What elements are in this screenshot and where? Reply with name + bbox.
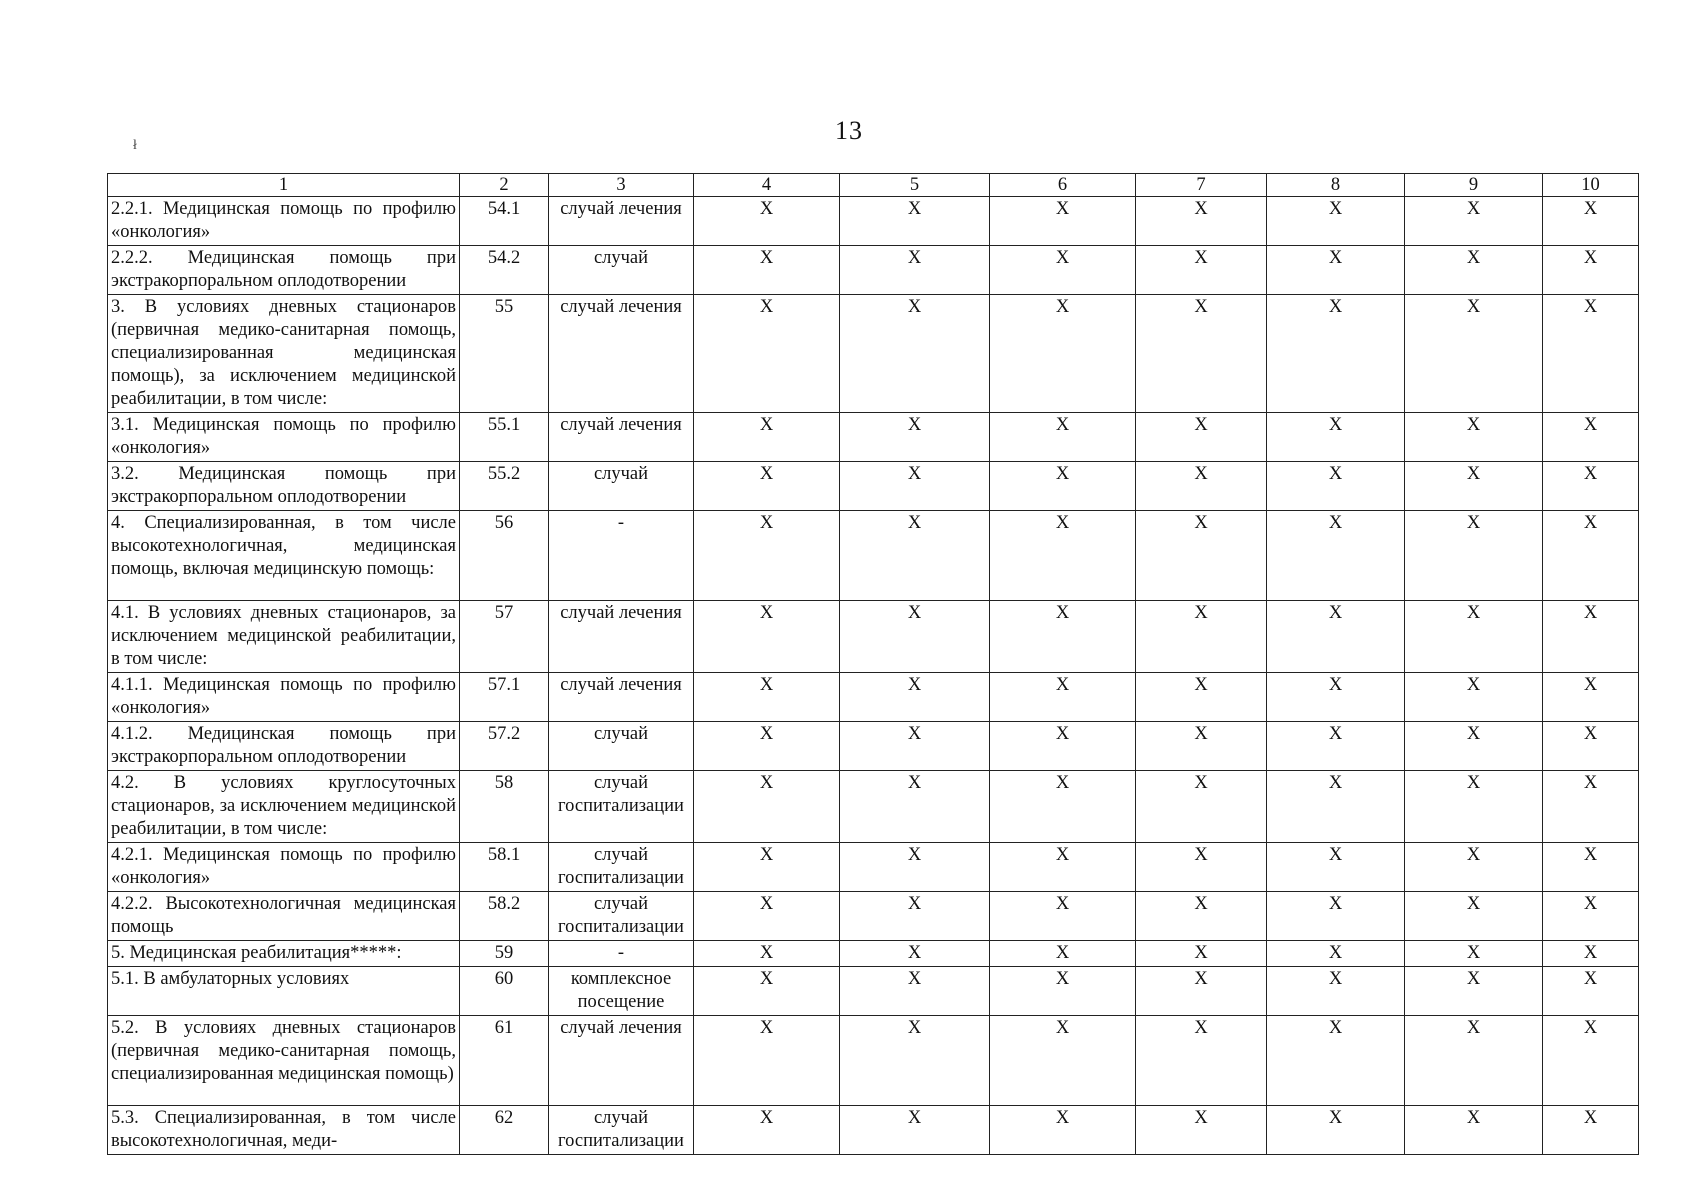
value-cell: X: [990, 246, 1136, 295]
value-cell: X: [694, 197, 840, 246]
value-cell: X: [990, 941, 1136, 967]
value-cell: X: [1267, 967, 1405, 1016]
row-code: 55.2: [460, 462, 549, 511]
value-cell: X: [1136, 462, 1267, 511]
row-unit: случай госпитализации: [549, 843, 694, 892]
value-cell: X: [1405, 967, 1543, 1016]
row-description: 3. В условиях дневных стационаров (первичная медико-санитарная помощь, специализированная медицинская помощь), за исключением медицинской реабилитации, в том числе:: [108, 295, 460, 413]
value-cell: X: [840, 462, 990, 511]
value-cell: X: [840, 511, 990, 601]
row-code: 57.1: [460, 673, 549, 722]
row-description: 4.1. В условиях дневных стационаров, за исключением медицинской реабилитации, в том числе:: [108, 601, 460, 673]
value-cell: X: [840, 1106, 990, 1155]
value-cell: X: [1267, 197, 1405, 246]
value-cell: X: [1136, 892, 1267, 941]
value-cell: X: [694, 462, 840, 511]
table-header-row: [108, 174, 1639, 197]
row-unit: случай лечения: [549, 1016, 694, 1106]
table-row: [108, 413, 1639, 462]
table-row: [108, 673, 1639, 722]
row-description: 2.2.2. Медицинская помощь при экстракорпоральном оплодотворении: [108, 246, 460, 295]
value-cell: X: [1136, 413, 1267, 462]
value-cell: X: [1405, 413, 1543, 462]
column-header: 7: [1136, 174, 1267, 197]
value-cell: X: [1405, 246, 1543, 295]
row-code: 57: [460, 601, 549, 673]
value-cell: X: [1543, 967, 1639, 1016]
value-cell: X: [1405, 601, 1543, 673]
value-cell: X: [840, 941, 990, 967]
value-cell: X: [840, 673, 990, 722]
value-cell: X: [1405, 722, 1543, 771]
value-cell: X: [1136, 771, 1267, 843]
value-cell: X: [990, 892, 1136, 941]
value-cell: X: [1136, 967, 1267, 1016]
row-code: 54.2: [460, 246, 549, 295]
row-unit: случай лечения: [549, 197, 694, 246]
value-cell: X: [1543, 601, 1639, 673]
value-cell: X: [1405, 843, 1543, 892]
row-description: 4.1.1. Медицинская помощь по профилю «онкология»: [108, 673, 460, 722]
page-number: 13: [835, 116, 863, 145]
value-cell: X: [1267, 892, 1405, 941]
value-cell: X: [694, 295, 840, 413]
row-unit: комплексное посещение: [549, 967, 694, 1016]
column-header: 8: [1267, 174, 1405, 197]
value-cell: X: [1136, 295, 1267, 413]
row-description: 4.2.1. Медицинская помощь по профилю «онкология»: [108, 843, 460, 892]
row-unit: случай лечения: [549, 601, 694, 673]
value-cell: X: [1543, 1016, 1639, 1106]
value-cell: X: [1405, 197, 1543, 246]
value-cell: X: [990, 295, 1136, 413]
value-cell: X: [990, 197, 1136, 246]
table-row: [108, 1016, 1639, 1106]
row-code: 59: [460, 941, 549, 967]
value-cell: X: [990, 771, 1136, 843]
value-cell: X: [990, 1106, 1136, 1155]
value-cell: X: [990, 843, 1136, 892]
row-unit: -: [549, 511, 694, 601]
column-header: 2: [460, 174, 549, 197]
table-row: [108, 462, 1639, 511]
column-header: 4: [694, 174, 840, 197]
row-unit: случай: [549, 246, 694, 295]
value-cell: X: [1543, 197, 1639, 246]
value-cell: X: [990, 462, 1136, 511]
table-row: [108, 843, 1639, 892]
value-cell: X: [1405, 941, 1543, 967]
row-description: 3.2. Медицинская помощь при экстракорпоральном оплодотворении: [108, 462, 460, 511]
value-cell: X: [694, 967, 840, 1016]
value-cell: X: [694, 843, 840, 892]
table-row: [108, 722, 1639, 771]
value-cell: X: [990, 1016, 1136, 1106]
value-cell: X: [1543, 511, 1639, 601]
value-cell: X: [1543, 941, 1639, 967]
value-cell: X: [694, 892, 840, 941]
value-cell: X: [1543, 771, 1639, 843]
value-cell: X: [1136, 511, 1267, 601]
column-header: 6: [990, 174, 1136, 197]
value-cell: X: [990, 967, 1136, 1016]
value-cell: X: [990, 511, 1136, 601]
row-description: 4.1.2. Медицинская помощь при экстракорпоральном оплодотворении: [108, 722, 460, 771]
value-cell: X: [840, 413, 990, 462]
value-cell: X: [840, 1016, 990, 1106]
value-cell: X: [1267, 843, 1405, 892]
column-header: 5: [840, 174, 990, 197]
value-cell: X: [1267, 1016, 1405, 1106]
row-unit: случай: [549, 722, 694, 771]
value-cell: X: [1267, 1106, 1405, 1155]
row-code: 58: [460, 771, 549, 843]
value-cell: X: [1543, 722, 1639, 771]
data-table: [107, 173, 1639, 1155]
value-cell: X: [694, 673, 840, 722]
row-code: 62: [460, 1106, 549, 1155]
row-description: 4.2. В условиях круглосуточных стационаров, за исключением медицинской реабилитации, в том числе:: [108, 771, 460, 843]
row-description: 2.2.1. Медицинская помощь по профилю «онкология»: [108, 197, 460, 246]
table-row: [108, 511, 1639, 601]
value-cell: X: [1267, 462, 1405, 511]
value-cell: X: [1267, 941, 1405, 967]
value-cell: X: [1543, 295, 1639, 413]
table-row: [108, 941, 1639, 967]
value-cell: X: [694, 722, 840, 771]
value-cell: X: [1136, 1106, 1267, 1155]
row-description: 5.2. В условиях дневных стационаров (первичная медико-санитарная помощь, специализированная медицинская помощь): [108, 1016, 460, 1106]
value-cell: X: [1405, 771, 1543, 843]
value-cell: X: [694, 413, 840, 462]
row-code: 55: [460, 295, 549, 413]
row-unit: случай лечения: [549, 413, 694, 462]
value-cell: X: [1267, 295, 1405, 413]
value-cell: X: [694, 246, 840, 295]
value-cell: X: [1267, 511, 1405, 601]
row-code: 54.1: [460, 197, 549, 246]
row-code: 56: [460, 511, 549, 601]
row-description: 5. Медицинская реабилитация*****:: [108, 941, 460, 967]
value-cell: X: [1405, 1106, 1543, 1155]
row-unit: случай: [549, 462, 694, 511]
row-description: 5.1. В амбулаторных условиях: [108, 967, 460, 1016]
value-cell: X: [1136, 601, 1267, 673]
row-description: 4. Специализированная, в том числе высокотехнологичная, медицинская помощь, включая медицинскую помощь:: [108, 511, 460, 601]
value-cell: X: [990, 601, 1136, 673]
row-description: 4.2.2. Высокотехнологичная медицинская помощь: [108, 892, 460, 941]
value-cell: X: [840, 967, 990, 1016]
value-cell: X: [1543, 246, 1639, 295]
value-cell: X: [1267, 413, 1405, 462]
table-row: [108, 771, 1639, 843]
table-row: [108, 1106, 1639, 1155]
value-cell: X: [1267, 246, 1405, 295]
row-description: 5.3. Специализированная, в том числе высокотехнологичная, меди-: [108, 1106, 460, 1155]
table-body: [108, 174, 1639, 1155]
value-cell: X: [1405, 673, 1543, 722]
value-cell: X: [1267, 722, 1405, 771]
value-cell: X: [1405, 892, 1543, 941]
value-cell: X: [1543, 892, 1639, 941]
value-cell: X: [694, 511, 840, 601]
value-cell: X: [840, 601, 990, 673]
value-cell: X: [1136, 673, 1267, 722]
row-unit: -: [549, 941, 694, 967]
value-cell: X: [1405, 295, 1543, 413]
value-cell: X: [1543, 1106, 1639, 1155]
value-cell: X: [840, 892, 990, 941]
value-cell: X: [1136, 722, 1267, 771]
row-unit: случай госпитализации: [549, 1106, 694, 1155]
value-cell: X: [694, 941, 840, 967]
value-cell: X: [694, 1106, 840, 1155]
scan-mark: ł: [133, 138, 137, 153]
table-row: [108, 197, 1639, 246]
value-cell: X: [840, 197, 990, 246]
row-unit: случай госпитализации: [549, 892, 694, 941]
table-row: [108, 295, 1639, 413]
row-unit: случай лечения: [549, 673, 694, 722]
value-cell: X: [840, 843, 990, 892]
value-cell: X: [990, 722, 1136, 771]
column-header: 3: [549, 174, 694, 197]
value-cell: X: [1543, 673, 1639, 722]
value-cell: X: [1136, 197, 1267, 246]
value-cell: X: [1136, 843, 1267, 892]
value-cell: X: [840, 246, 990, 295]
value-cell: X: [840, 295, 990, 413]
row-code: 55.1: [460, 413, 549, 462]
row-code: 61: [460, 1016, 549, 1106]
column-header: 1: [108, 174, 460, 197]
value-cell: X: [694, 601, 840, 673]
value-cell: X: [990, 413, 1136, 462]
value-cell: X: [1405, 511, 1543, 601]
value-cell: X: [1136, 1016, 1267, 1106]
table-row: [108, 601, 1639, 673]
row-unit: случай госпитализации: [549, 771, 694, 843]
value-cell: X: [840, 722, 990, 771]
table-row: [108, 246, 1639, 295]
column-header: 9: [1405, 174, 1543, 197]
table-row: [108, 892, 1639, 941]
value-cell: X: [1405, 462, 1543, 511]
value-cell: X: [694, 771, 840, 843]
row-description: 3.1. Медицинская помощь по профилю «онкология»: [108, 413, 460, 462]
value-cell: X: [1136, 941, 1267, 967]
row-unit: случай лечения: [549, 295, 694, 413]
value-cell: X: [1136, 246, 1267, 295]
row-code: 60: [460, 967, 549, 1016]
value-cell: X: [840, 771, 990, 843]
value-cell: X: [1267, 771, 1405, 843]
value-cell: X: [1543, 462, 1639, 511]
value-cell: X: [694, 1016, 840, 1106]
value-cell: X: [1267, 601, 1405, 673]
row-code: 58.2: [460, 892, 549, 941]
value-cell: X: [1405, 1016, 1543, 1106]
value-cell: X: [1267, 673, 1405, 722]
value-cell: X: [1543, 843, 1639, 892]
value-cell: X: [990, 673, 1136, 722]
value-cell: X: [1543, 413, 1639, 462]
column-header: 10: [1543, 174, 1639, 197]
row-code: 58.1: [460, 843, 549, 892]
row-code: 57.2: [460, 722, 549, 771]
table-row: [108, 967, 1639, 1016]
